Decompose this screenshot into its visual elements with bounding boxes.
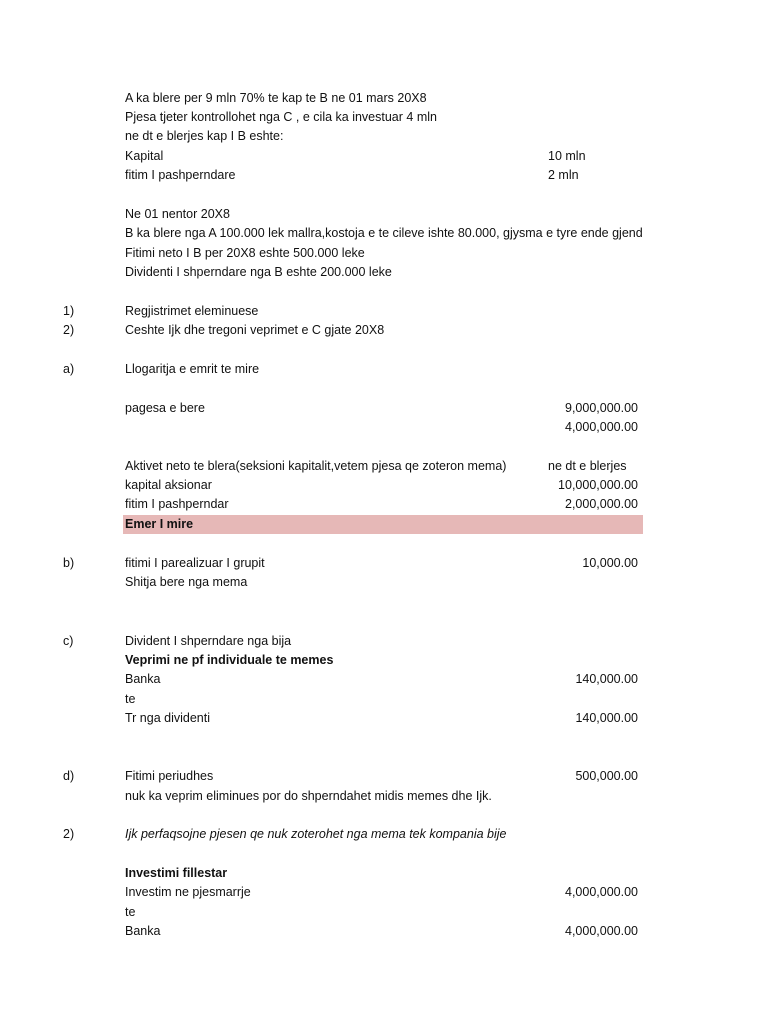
tr-dividenti-label: Tr nga dividenti: [125, 711, 210, 725]
aktivet-row: [0, 457, 768, 476]
section-number: c): [63, 634, 74, 648]
fitimi-periudhes-value: 500,000.00: [575, 769, 638, 783]
kapital-aksionar-label: kapital aksionar: [125, 478, 212, 492]
fitim-pashperndar-value: 2,000,000.00: [565, 497, 638, 511]
cell-text: nuk ka veprim eliminues por do shperndahet midis memes dhe Ijk.: [125, 789, 492, 803]
fitimi-periudhes-label: Fitimi periudhes: [125, 769, 214, 783]
section-title: Llogaritja e emrit te mire: [125, 362, 260, 376]
banka-value: 4,000,000.00: [565, 924, 638, 938]
section-d-row-1: [0, 767, 768, 786]
banka-row: [0, 670, 768, 689]
cell-text: Veprimi ne pf individuale te memes: [125, 653, 334, 667]
tr-dividenti-value: 140,000.00: [575, 711, 638, 725]
unrealized-profit-value: 10,000.00: [582, 556, 638, 570]
goodwill-row: [0, 515, 768, 534]
te-row: [0, 690, 768, 709]
section-b-row-2: [0, 573, 768, 592]
cell-text: A ka blere per 9 mln 70% te kap te B ne 01 mars 20X8: [125, 91, 427, 105]
section-c-row-1: [0, 632, 768, 651]
task-row: [0, 321, 768, 340]
november-line-2: [0, 224, 768, 243]
unrealized-profit-label: fitimi I parealizuar I grupit: [125, 556, 265, 570]
section-number: 2): [63, 827, 75, 841]
kapital-aksionar-row: [0, 476, 768, 495]
banka-label: Banka: [125, 672, 161, 686]
cell-text: ne dt e blerjes kap I B eshte:: [125, 129, 284, 143]
aktivet-label: Aktivet neto te blera(seksioni kapitalit,vetem pjesa qe zoteron mema): [125, 459, 507, 473]
tr-dividenti-row: [0, 709, 768, 728]
task-number: 1): [63, 304, 75, 318]
cell-text: Divident I shperndare nga bija: [125, 634, 292, 648]
section-d-row-2: [0, 787, 768, 806]
te-label: te: [125, 692, 136, 706]
november-line-4: [0, 263, 768, 282]
section-number: a): [63, 362, 75, 376]
intro-line-2: [0, 108, 768, 127]
intro-line-1: [0, 89, 768, 108]
cell-text: Fitimi neto I B per 20X8 eshte 500.000 leke: [125, 246, 365, 260]
banka-value: 140,000.00: [575, 672, 638, 686]
highlight-fill: [123, 515, 643, 534]
pagesa-label: pagesa e bere: [125, 401, 205, 415]
investim-value: 4,000,000.00: [565, 885, 638, 899]
section-2-row-1: [0, 825, 768, 844]
section-number: d): [63, 769, 75, 783]
pagesa-value: 9,000,000.00: [565, 401, 638, 415]
cell-text: Shitja bere nga mema: [125, 575, 248, 589]
intro-line-3: [0, 127, 768, 146]
te-label: te: [125, 905, 136, 919]
section-b-row-1: [0, 554, 768, 573]
kapital-label: Kapital: [125, 149, 164, 163]
kapital-aksionar-value: 10,000,000.00: [558, 478, 638, 492]
section-c-row-2: [0, 651, 768, 670]
investim-label: Investim ne pjesmarrje: [125, 885, 251, 899]
goodwill-label: Emer I mire: [125, 517, 194, 531]
task-text: Ceshte Ijk dhe tregoni veprimet e C gjate 20X8: [125, 323, 385, 337]
investimi-heading-row: [0, 864, 768, 883]
second-value-row: [0, 418, 768, 437]
te-row: [0, 903, 768, 922]
section-a-title-row: [0, 360, 768, 379]
banka-row: [0, 922, 768, 941]
pagesa-row: [0, 399, 768, 418]
cell-text: Pjesa tjeter kontrollohet nga C , e cila ka investuar 4 mln: [125, 110, 437, 124]
intro-kapital-row: [0, 147, 768, 166]
task-text: Regjistrimet eleminuese: [125, 304, 259, 318]
aktivet-date-label: ne dt e blerjes: [548, 459, 627, 473]
banka-label: Banka: [125, 924, 161, 938]
investim-row: [0, 883, 768, 902]
section-number: b): [63, 556, 75, 570]
intro-fitim-row: [0, 166, 768, 185]
november-line-3: [0, 244, 768, 263]
kapital-value: 10 mln: [548, 149, 586, 163]
fitim-pashperndar-label: fitim I pashperndar: [125, 497, 229, 511]
second-value: 4,000,000.00: [565, 420, 638, 434]
fitim-value: 2 mln: [548, 168, 579, 182]
cell-text: Dividenti I shperndare nga B eshte 200.000 leke: [125, 265, 392, 279]
cell-text: Ijk perfaqsojne pjesen qe nuk zoterohet nga mema tek kompania bije: [125, 827, 507, 841]
fitim-label: fitim I pashperndare: [125, 168, 236, 182]
cell-text: B ka blere nga A 100.000 lek mallra,kostoja e te cileve ishte 80.000, gjysma e tyre ende gjend: [125, 226, 643, 240]
november-line-1: [0, 205, 768, 224]
fitim-pashperndar-row: [0, 495, 768, 514]
task-number: 2): [63, 323, 75, 337]
cell-text: Ne 01 nentor 20X8: [125, 207, 230, 221]
task-row: [0, 302, 768, 321]
investimi-heading: Investimi fillestar: [125, 866, 228, 880]
